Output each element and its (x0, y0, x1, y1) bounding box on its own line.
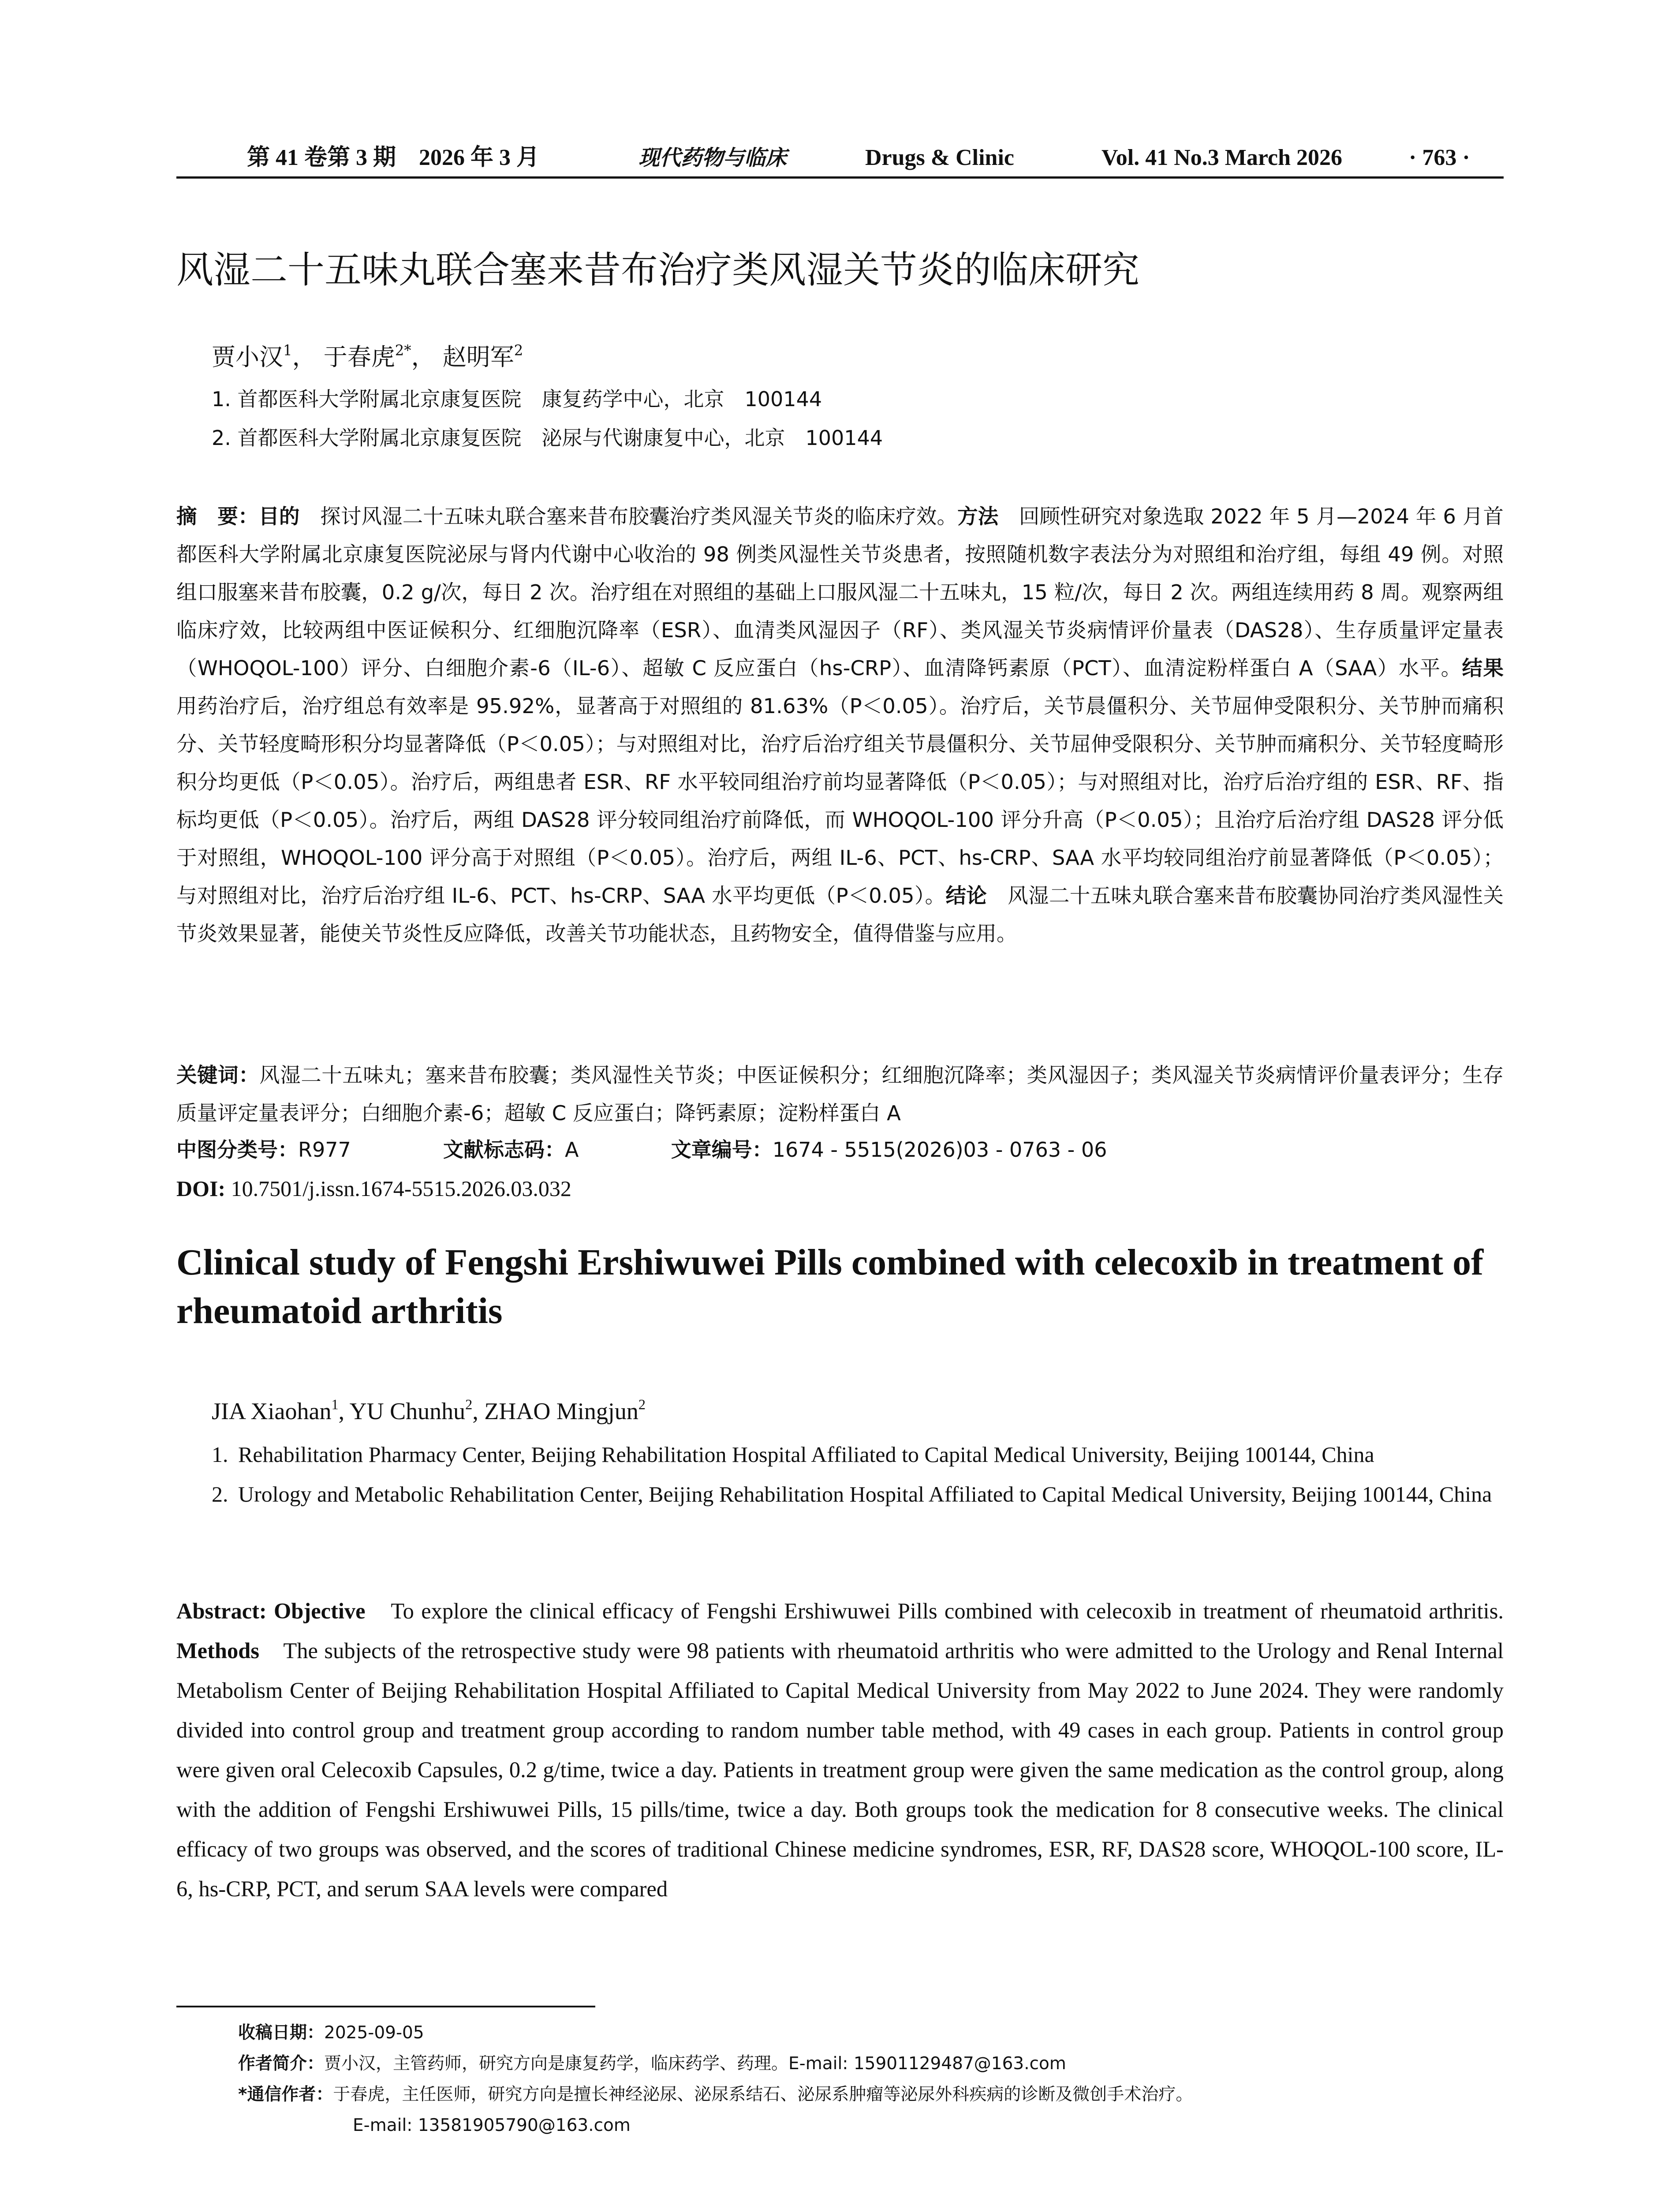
article-title-en: Clinical study of Fengshi Ershiwuwei Pills combined with celecoxib in treatment of rheumatoid arthritis (176, 1242, 1484, 1331)
doi-line (176, 1171, 571, 1206)
author-sup: 2 (465, 1397, 473, 1413)
affiliation-cn-1: 1. 首都医科大学附属北京康复医院 康复药学中心，北京 100144 (212, 387, 822, 411)
doi-label: DOI: (176, 1176, 226, 1201)
methods-text-cn: 回顾性研究对象选取 2022 年 5 月—2024 年 6 月首都医科大学附属北京康复医院泌尿与肾内代谢中心收治的 98 例类风湿性关节炎患者，按照随机数字表法分为对照组和治疗组，每组 49 例。对照组口服塞来昔布胶囊，0.2 g/次，每日 2 次。治疗组在对照组的基础上口服风湿二十五味丸，15 粒/次，每日 2 次。两组连续用药 8 周。观察两组临床疗效，比较两组中医证候积分、红细胞沉降率（ESR）、血清类风湿因子（RF）、类风湿关节炎病情评价量表（DAS28）、生存质量评定量表（WHOQOL-100）评分、白细胞介素-6（IL-6）、超敏 C 反应蛋白（hs-CRP）、血清降钙素原（PCT）、血清淀粉样蛋白 A（SAA）水平。 (176, 505, 1504, 680)
author-sup: 2* (395, 342, 411, 359)
objective-text-cn: 探讨风湿二十五味丸联合塞来昔布胶囊治疗类风湿关节炎的临床疗效。 (320, 505, 958, 528)
article-number-label: 文章编号： (671, 1138, 773, 1162)
doc-code-label: 文献标志码： (443, 1138, 565, 1162)
footnote-received (238, 2019, 424, 2047)
footnote-rule (176, 2006, 595, 2007)
article-number-value: 1674 - 5515(2026)03 - 0763 - 06 (772, 1138, 1107, 1162)
conclusion-text-cn: 风湿二十五味丸联合塞来昔布胶囊协同治疗类风湿性关节炎效果显著，能使关节炎性反应降低，改善关节功能状态，且药物安全，值得借鉴与应用。 (176, 884, 1504, 946)
authors-en: JIA Xiaohan$^1$, YU Chunhu$^2$, ZHAO Mingjun$^2$ (212, 1397, 646, 1424)
doi-value[interactable]: 10.7501/j.issn.1674-5515.2026.03.032 (231, 1176, 571, 1201)
abstract-en (176, 1591, 1504, 1909)
affiliation-en-2 (212, 1474, 1504, 1514)
classification-line (176, 1132, 1107, 1167)
corresponding-label: *通信作者： (238, 2085, 333, 2104)
author-name: 赵明军 (442, 343, 514, 371)
author-name: 于春虎 (323, 343, 395, 371)
objective-label-cn: 目的 (258, 505, 300, 528)
header-page-number: · 763 · (1409, 145, 1470, 170)
footnote-corresponding-email[interactable]: E-mail: 13581905790@163.com (353, 2115, 631, 2135)
methods-text-en: The subjects of the retrospective study were 98 patients with rheumatoid arthritis who were admitted to the Urology and Renal Internal Metabolism Center of Beijing Rehabilitation Hospital Affiliated to Capital Medical University from May 2022 to June 2024. They were randomly divided into control group and treatment group according to random number table method, with 49 cases in each group. Patients in control group were given oral Celecoxib Capsules, 0.2 g/time, twice a day. Patients in treatment group were given the same medication as the control group, along with the addition of Fengshi Ershiwuwei Pills, 15 pills/time, twice a day. Both groups took the medication for 8 consecutive weeks. The clinical efficacy of two groups was observed, and the scores of traditional Chinese medicine syndromes, ESR, RF, DAS28 score, WHOQOL-100 score, IL-6, hs-CRP, PCT, and serum SAA levels were compared (176, 1638, 1504, 1901)
corresponding-text: 于春虎，主任医师，研究方向是擅长神经泌尿、泌尿系结石、泌尿系肿瘤等泌尿外科疾病的诊断及微创手术治疗。 (333, 2085, 1193, 2104)
clc-value: R977 (298, 1138, 351, 1162)
header-rule (176, 176, 1504, 179)
abstract-cn (176, 497, 1504, 953)
author-sup: 1 (283, 342, 292, 359)
keywords-cn (176, 1056, 1504, 1132)
conclusion-label-cn: 结论 (945, 884, 987, 908)
received-label: 收稿日期： (238, 2023, 325, 2043)
header-issue-en: Vol. 41 No.3 March 2026 (1101, 145, 1342, 170)
author-sup: 1 (331, 1397, 339, 1413)
abstract-en-label: Abstract: Objective (176, 1599, 366, 1623)
article-title-cn: 风湿二十五味丸联合塞来昔布治疗类风湿关节炎的临床研究 (176, 248, 1140, 292)
affiliation-en-1 (212, 1435, 1504, 1474)
methods-label-cn: 方法 (957, 505, 999, 528)
affiliation-number: 2. (212, 1482, 228, 1506)
author-sup: 2 (638, 1397, 646, 1413)
header-journal-cn: 现代药物与临床 (638, 146, 787, 170)
affiliation-number: 1. (212, 1442, 228, 1467)
author-name: YU Chunhu (349, 1398, 466, 1424)
author-name: ZHAO Mingjun (484, 1398, 638, 1424)
author-name: JIA Xiaohan (212, 1398, 332, 1424)
results-label-cn: 结果 (1462, 656, 1504, 680)
footnote-author (238, 2050, 1066, 2078)
clc-label: 中图分类号： (176, 1138, 298, 1162)
header-journal-en: Drugs & Clinic (865, 145, 1014, 170)
affiliation-text: Rehabilitation Pharmacy Center, Beijing Rehabilitation Hospital Affiliated to Capital Medical University, Beijing 100144, China (238, 1442, 1374, 1467)
affiliation-text: Urology and Metabolic Rehabilitation Center, Beijing Rehabilitation Hospital Affiliated to Capital Medical University, Beijing 100144, China (238, 1482, 1492, 1506)
doc-code-value: A (565, 1138, 579, 1162)
header-issue-cn: 第 41 卷第 3 期 2026 年 3 月 (247, 145, 540, 170)
abstract-cn-label: 摘 要： (176, 505, 259, 528)
objective-text-en: To explore the clinical efficacy of Fengshi Ershiwuwei Pills combined with celecoxib in treatment of rheumatoid arthritis. (391, 1599, 1504, 1623)
author-bio-label: 作者简介： (238, 2054, 325, 2074)
authors-cn: 贾小汉$^1$， 于春虎$^{2*}$， 赵明军$^2$ (212, 342, 523, 371)
keywords-text: 风湿二十五味丸；塞来昔布胶囊；类风湿性关节炎；中医证候积分；红细胞沉降率；类风湿因子；类风湿关节炎病情评价量表评分；生存质量评定量表评分；白细胞介素-6；超敏 C 反应蛋白；降钙素原；淀粉样蛋白 A (176, 1063, 1504, 1125)
affiliation-cn-2: 2. 首都医科大学附属北京康复医院 泌尿与代谢康复中心，北京 100144 (212, 426, 883, 450)
author-sup: 2 (514, 342, 523, 359)
methods-label-en: Methods (176, 1638, 259, 1663)
results-text-cn: 用药治疗后，治疗组总有效率是 95.92%，显著高于对照组的 81.63%（P＜0.05）。治疗后，关节晨僵积分、关节屈伸受限积分、关节肿而痛积分、关节轻度畸形积分均显著降低（P＜0.05）；与对照组对比，治疗后治疗组关节晨僵积分、关节屈伸受限积分、关节肿而痛积分、关节轻度畸形积分均更低（P＜0.05）。治疗后，两组患者 ESR、RF 水平较同组治疗前均显著降低（P＜0.05）；与对照组对比，治疗后治疗组的 ESR、RF、指标均更低（P＜0.05）。治疗后，两组 DAS28 评分较同组治疗前降低，而 WHOQOL-100 评分升高（P＜0.05）；且治疗后治疗组 DAS28 评分低于对照组，WHOQOL-100 评分高于对照组（P＜0.05）。治疗后，两组 IL-6、PCT、hs-CRP、SAA 水平均较同组治疗前显著降低（P＜0.05）；与对照组对比，治疗后治疗组 IL-6、PCT、hs-CRP、SAA 水平均更低（P＜0.05）。 (176, 694, 1504, 908)
keywords-label: 关键词： (176, 1063, 260, 1087)
footnote-corresponding (238, 2081, 1193, 2109)
author-bio-text: 贾小汉，主管药师，研究方向是康复药学，临床药学、药理。E-mail: 15901129487@163.com (324, 2054, 1066, 2074)
author-name: 贾小汉 (212, 343, 283, 371)
received-date: 2025-09-05 (324, 2023, 424, 2043)
